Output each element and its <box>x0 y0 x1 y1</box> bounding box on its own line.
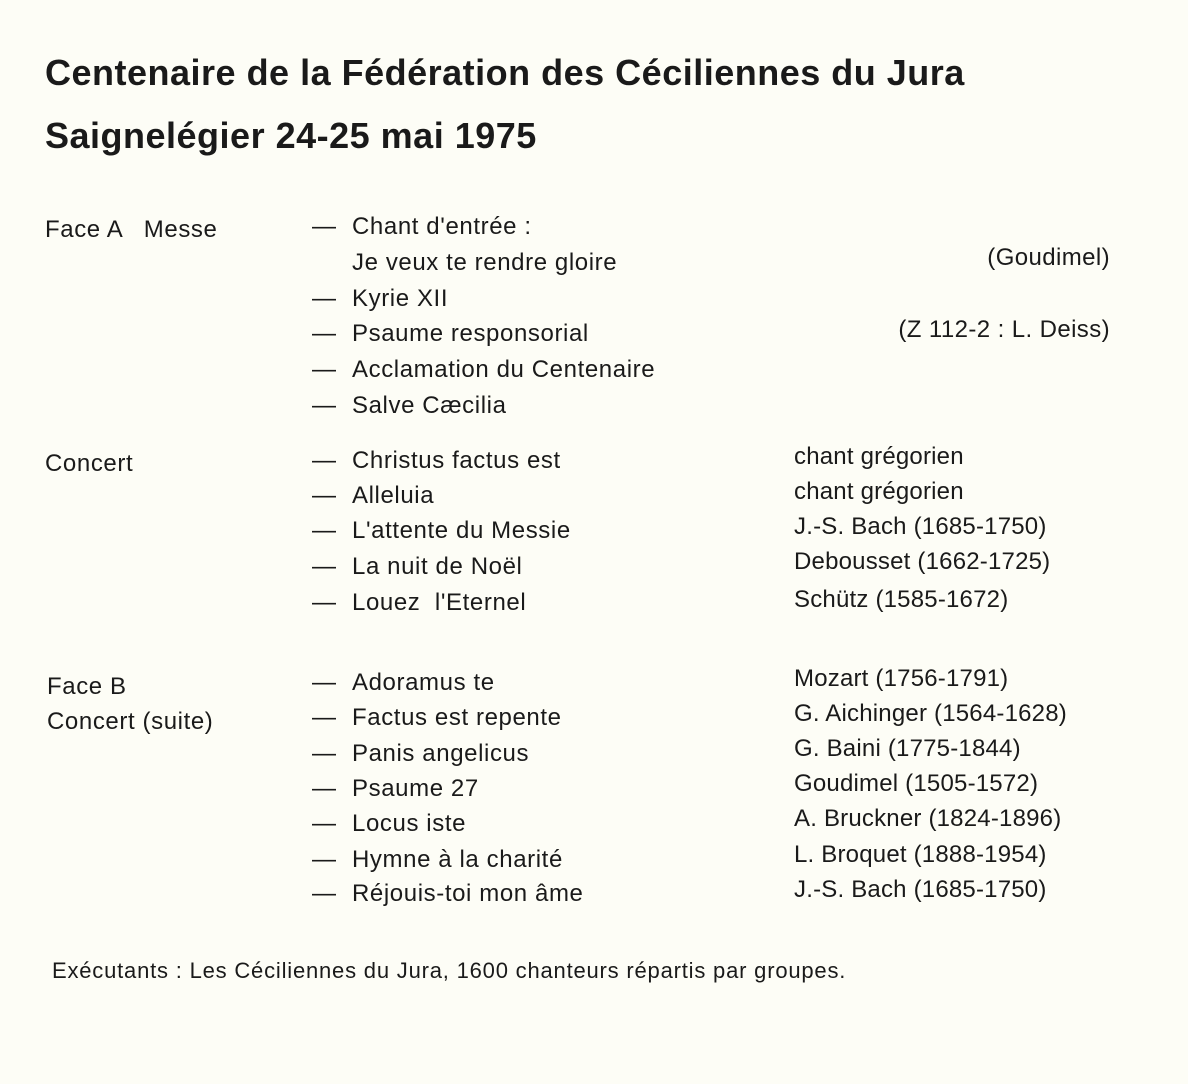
document-title: Centenaire de la Fédération des Céciliennes du Jura <box>45 52 965 93</box>
dash: — <box>312 482 337 509</box>
composer: Debousset (1662-1725) <box>794 548 1051 575</box>
composer: J.-S. Bach (1685-1750) <box>794 876 1047 903</box>
list-item <box>312 482 434 510</box>
piece-title: Réjouis-toi mon âme <box>352 880 584 907</box>
piece-title: Kyrie XII <box>352 285 449 312</box>
list-item <box>312 775 479 803</box>
dash: — <box>312 669 337 696</box>
list-item <box>312 356 655 384</box>
list-item <box>312 740 529 768</box>
composer: J.-S. Bach (1685-1750) <box>794 513 1047 540</box>
section-label-concert: Concert <box>45 450 134 477</box>
piece-title: Je veux te rendre gloire <box>352 249 618 276</box>
section-label-face-a: Face A Messe <box>45 216 218 243</box>
piece-title: Louez l'Eternel <box>352 589 527 616</box>
list-item <box>312 517 571 545</box>
composer: Goudimel (1505-1572) <box>794 770 1039 797</box>
dash: — <box>312 447 337 474</box>
piece-title: Alleluia <box>352 482 435 509</box>
piece-title: La nuit de Noël <box>352 553 523 580</box>
composer: G. Aichinger (1564-1628) <box>794 700 1067 727</box>
list-item <box>312 213 532 241</box>
composer: L. Broquet (1888-1954) <box>794 841 1047 868</box>
dash: — <box>312 589 337 616</box>
list-item <box>312 249 617 277</box>
piece-credit: (Z 112-2 : L. Deiss) <box>898 316 1110 343</box>
dash: — <box>312 704 337 731</box>
list-item <box>312 392 507 420</box>
piece-title: Locus iste <box>352 810 467 837</box>
composer: Mozart (1756-1791) <box>794 665 1009 692</box>
dash: — <box>312 213 337 240</box>
dash: — <box>312 846 337 873</box>
composer: Schütz (1585-1672) <box>794 586 1009 613</box>
section-label-concert-suite: Concert (suite) <box>47 708 214 735</box>
dash: — <box>312 517 337 544</box>
list-item <box>312 880 584 908</box>
dash: — <box>312 740 337 767</box>
piece-title: Panis angelicus <box>352 740 530 767</box>
piece-title: Psaume responsorial <box>352 320 589 347</box>
document-subtitle: Saignelégier 24-25 mai 1975 <box>45 115 537 156</box>
list-item <box>312 447 561 475</box>
list-item <box>312 285 448 313</box>
dash: — <box>312 356 337 383</box>
dash: — <box>312 553 337 580</box>
piece-title: Acclamation du Centenaire <box>352 356 656 383</box>
piece-title: Adoramus te <box>352 669 495 696</box>
piece-title: Factus est repente <box>352 704 562 731</box>
dash: — <box>312 880 337 907</box>
piece-credit: (Goudimel) <box>987 244 1110 271</box>
piece-title: Salve Cæcilia <box>352 392 507 419</box>
composer: chant grégorien <box>794 478 964 505</box>
list-item <box>312 669 495 697</box>
list-item <box>312 553 522 581</box>
dash: — <box>312 775 337 802</box>
performers-note: Exécutants : Les Céciliennes du Jura, 1600 chanteurs répartis par groupes. <box>52 958 847 983</box>
composer: G. Baini (1775-1844) <box>794 735 1021 762</box>
composer: A. Bruckner (1824-1896) <box>794 805 1062 832</box>
dash: — <box>312 392 337 419</box>
piece-title: L'attente du Messie <box>352 517 571 544</box>
piece-title: Hymne à la charité <box>352 846 563 873</box>
list-item <box>312 846 563 874</box>
dash: — <box>312 320 337 347</box>
dash: — <box>312 285 337 312</box>
list-item <box>312 810 466 838</box>
composer: chant grégorien <box>794 443 964 470</box>
piece-title: Psaume 27 <box>352 775 479 802</box>
list-item <box>312 589 526 617</box>
dash: — <box>312 810 337 837</box>
piece-title: Christus factus est <box>352 447 561 474</box>
list-item <box>312 704 562 732</box>
piece-title: Chant d'entrée : <box>352 213 532 240</box>
section-label-face-b: Face B <box>47 673 127 700</box>
list-item <box>312 320 589 348</box>
